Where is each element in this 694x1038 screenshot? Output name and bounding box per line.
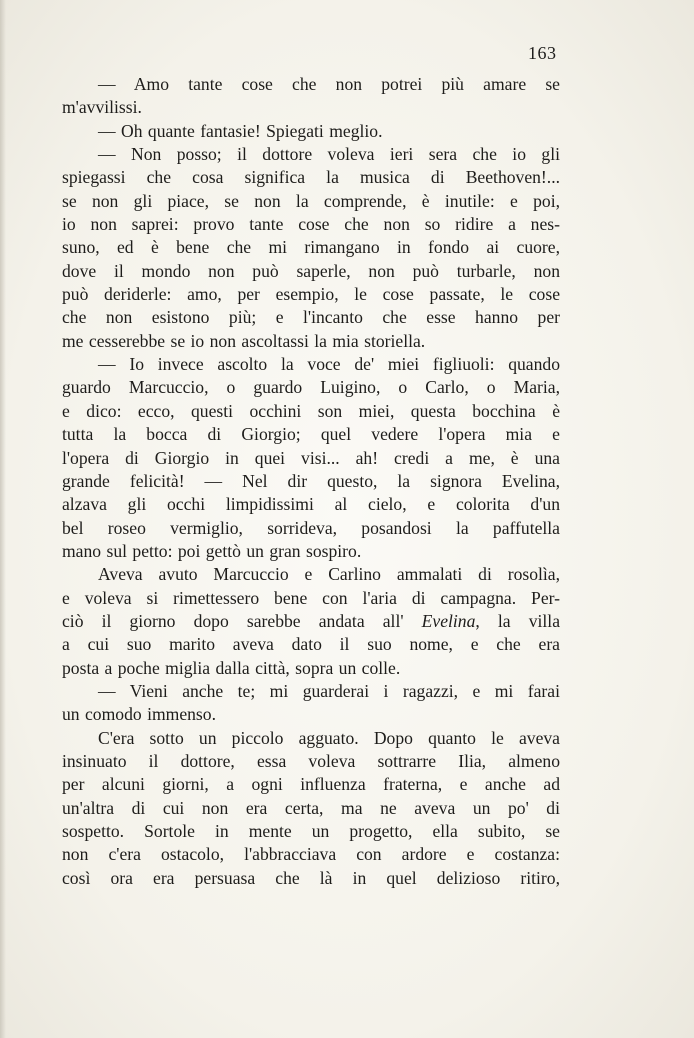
text-line: suno, ed è bene che mi rimangano in fondo ai cuore, [62,237,560,258]
text-line: tutta la bocca di Giorgio; quel vedere l'opera mia e [62,424,560,445]
text-line: C'era sotto un piccolo agguato. Dopo quanto le aveva [98,727,560,748]
text-line: insinuato il dottore, essa voleva sottrarre Ilia, almeno [62,750,560,771]
body-text [62,73,560,890]
text-line: alzava gli occhi limpidissimi al cielo, e colorita d'un [62,494,560,515]
text-line: un'altra di cui non era certa, ma ne aveva un po' di [62,797,560,818]
text-line: — Vieni anche te; mi guarderai i ragazzi, e mi farai [98,680,560,701]
text-line: sospetto. Sortole in mente un progetto, ella subito, se [62,821,560,841]
text-line: e voleva si rimettessero bene con l'aria di campagna. Per- [62,587,560,608]
text-line: e dico: ecco, questi occhini son miei, questa bocchina è [62,400,560,421]
text-line: grande felicità! — Nel dir questo, la signora Evelina, [62,470,560,491]
text-line: me cesserebbe se io non ascoltassi la mia storiella. [62,330,426,351]
text-line: dove il mondo non può saperle, non può turbarle, non [62,260,560,281]
text-line: io non saprei: provo tante cose che non so ridire a nes- [62,214,560,235]
text-line: spiegassi che cosa significa la musica di Beethoven!... [62,167,560,188]
text-line: mano sul petto: poi gettò un gran sospiro. [62,540,362,561]
text-line: — Io invece ascolto la voce de' miei figliuoli: quando [98,354,560,375]
page-number: 163 [528,43,557,63]
text-line: non c'era ostacolo, l'abbracciava con ardore e costanza: [62,844,560,865]
text-line: per alcuni giorni, a ogni influenza fraterna, e anche ad [62,774,560,795]
text-line: può deriderle: amo, per esempio, le cose passate, le cose [62,284,560,305]
text-line: guardo Marcuccio, o guardo Luigino, o Carlo, o Maria, [62,377,560,398]
text-line: così ora era persuasa che là in quel delizioso ritiro, [62,867,560,888]
text-line: — Oh quante fantasie! Spiegati meglio. [98,120,383,141]
text-line: Aveva avuto Marcuccio e Carlino ammalati di rosolìa, [98,564,560,585]
text-line: se non gli piace, se non la comprende, è inutile: e poi, [62,190,560,211]
text-line: l'opera di Giorgio in quei visi... ah! credi a me, è una [62,447,560,468]
text-line: m'avvilissi. [62,97,142,118]
page-edge-shadow [0,0,6,1038]
text-line: ciò il giorno dopo sarebbe andata all' Evelina, la villa [62,610,560,631]
text-line: bel roseo vermiglio, sorrideva, posandosi la paffutella [62,517,560,538]
text-line: a cui suo marito aveva dato il suo nome, e che era [62,634,560,655]
text-line: un comodo immenso. [62,704,216,725]
text-line: — Amo tante cose che non potrei più amare se [98,74,560,94]
text-line: che non esistono più; e l'incanto che esse hanno per [62,307,560,328]
text-line: — Non posso; il dottore voleva ieri sera che io gli [98,144,560,165]
text-line: posta a poche miglia dalla città, sopra un colle. [62,657,401,678]
